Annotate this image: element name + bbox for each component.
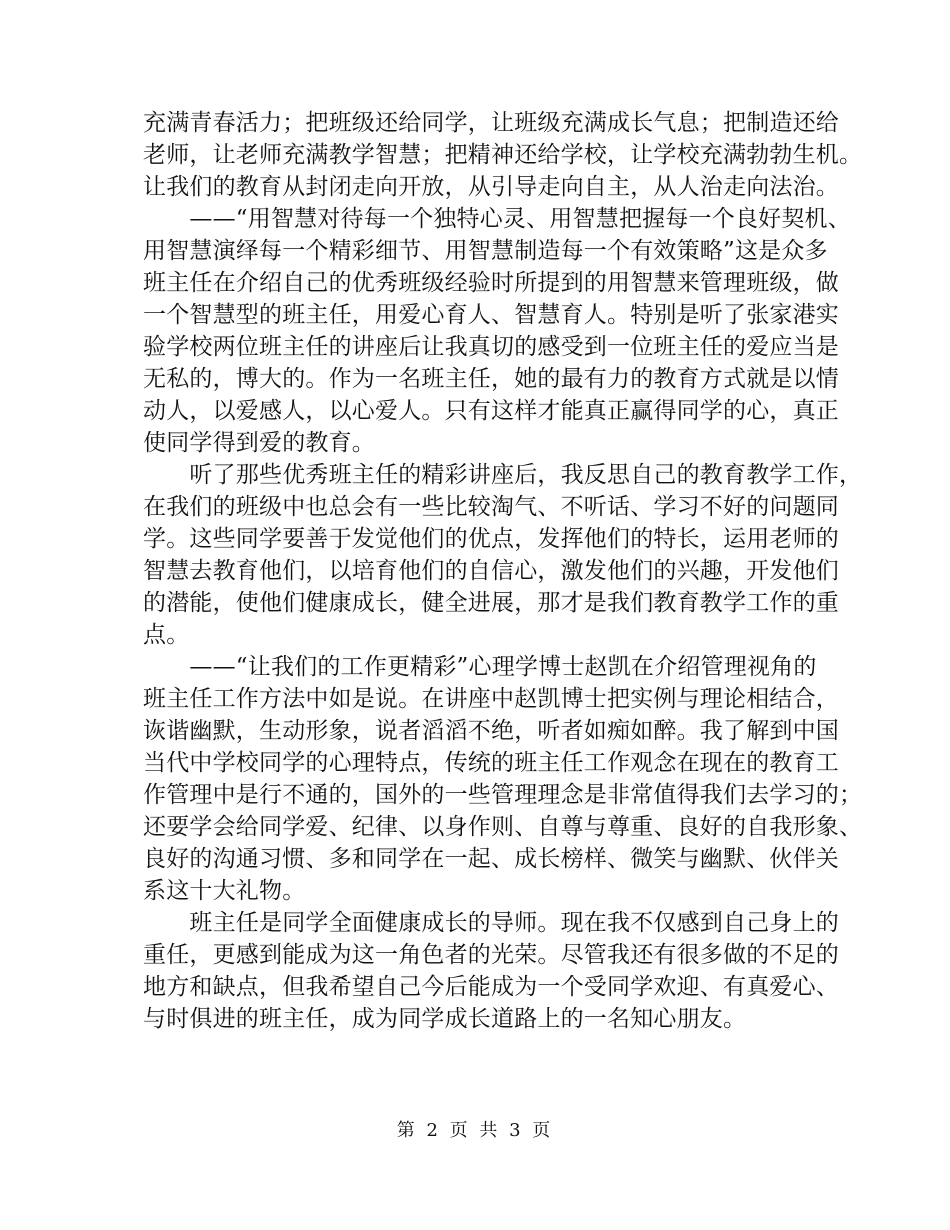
text-line: 在我们的班级中也总会有一些比较淘气、不听话、学习不好的问题同 bbox=[143, 494, 839, 520]
text-line: 学。这些同学要善于发觉他们的优点，发挥他们的特长，运用老师的 bbox=[143, 526, 839, 552]
page-number-footer: 第 2 页 共 3 页 bbox=[396, 1120, 554, 1141]
paragraph-4 bbox=[143, 651, 863, 907]
text-line: ——“用智慧对待每一个独特心灵、用智慧把握每一个良好契机、 bbox=[143, 206, 851, 232]
text-line: 听了那些优秀班主任的精彩讲座后，我反思自己的教育教学工作， bbox=[143, 462, 863, 488]
text-line: 让我们的教育从封闭走向开放，从引导走向自主，从人治走向法治。 bbox=[143, 174, 839, 200]
text-line: 点。 bbox=[143, 622, 190, 648]
paragraph-1 bbox=[143, 107, 863, 203]
text-line: 智慧去教育他们，以培育他们的自信心，激发他们的兴趣，开发他们 bbox=[143, 558, 839, 584]
text-line: 验学校两位班主任的讲座后让我真切的感受到一位班主任的爱应当是 bbox=[143, 334, 839, 360]
paragraph-3 bbox=[143, 459, 863, 651]
text-line: 作管理中是行不通的，国外的一些管理理念是非常值得我们去学习的； bbox=[143, 782, 863, 808]
paragraph-5 bbox=[143, 907, 839, 1035]
text-line: 充满青春活力；把班级还给同学，让班级充满成长气息；把制造还给 bbox=[143, 110, 839, 136]
text-line: 的潜能，使他们健康成长，健全进展，那才是我们教育教学工作的重 bbox=[143, 590, 839, 616]
text-line: 与时俱进的班主任，成为同学成长道路上的一名知心朋友。 bbox=[143, 1006, 747, 1032]
text-line: 班主任在介绍自己的优秀班级经验时所提到的用智慧来管理班级，做 bbox=[143, 270, 839, 296]
document-body bbox=[143, 107, 863, 1035]
text-line: 一个智慧型的班主任，用爱心育人、智慧育人。特别是听了张家港实 bbox=[143, 302, 839, 328]
text-line: 班主任是同学全面健康成长的导师。现在我不仅感到自己身上的 bbox=[143, 910, 839, 936]
text-line: 无私的，博大的。作为一名班主任，她的最有力的教育方式就是以情 bbox=[143, 366, 839, 392]
text-line: 动人，以爱感人，以心爱人。只有这样才能真正赢得同学的心，真正 bbox=[143, 398, 839, 424]
text-line: 使同学得到爱的教育。 bbox=[143, 430, 375, 456]
text-line: 系这十大礼物。 bbox=[143, 878, 306, 904]
text-line: 重任，更感到能成为这一角色者的光荣。尽管我还有很多做的不足的 bbox=[143, 942, 839, 968]
text-line: 还要学会给同学爱、纪律、以身作则、自尊与尊重、良好的自我形象、 bbox=[143, 814, 863, 840]
text-line: 老师，让老师充满教学智慧；把精神还给学校，让学校充满勃勃生机。 bbox=[143, 142, 863, 168]
text-line: 班主任工作方法中如是说。在讲座中赵凯博士把实例与理论相结合， bbox=[143, 686, 839, 712]
text-line: 良好的沟通习惯、多和同学在一起、成长榜样、微笑与幽默、伙伴关 bbox=[143, 846, 839, 872]
text-line: 地方和缺点，但我希望自己今后能成为一个受同学欢迎、有真爱心、 bbox=[143, 974, 839, 1000]
text-line: 当代中学校同学的心理特点，传统的班主任工作观念在现在的教育工 bbox=[143, 750, 839, 776]
paragraph-2 bbox=[143, 203, 851, 459]
text-line: ——“让我们的工作更精彩”心理学博士赵凯在介绍管理视角的 bbox=[143, 654, 817, 680]
text-line: 用智慧演绎每一个精彩细节、用智慧制造每一个有效策略”这是众多 bbox=[143, 238, 828, 264]
text-line: 诙谐幽默，生动形象，说者滔滔不绝，听者如痴如醉。我了解到中国 bbox=[143, 718, 839, 744]
